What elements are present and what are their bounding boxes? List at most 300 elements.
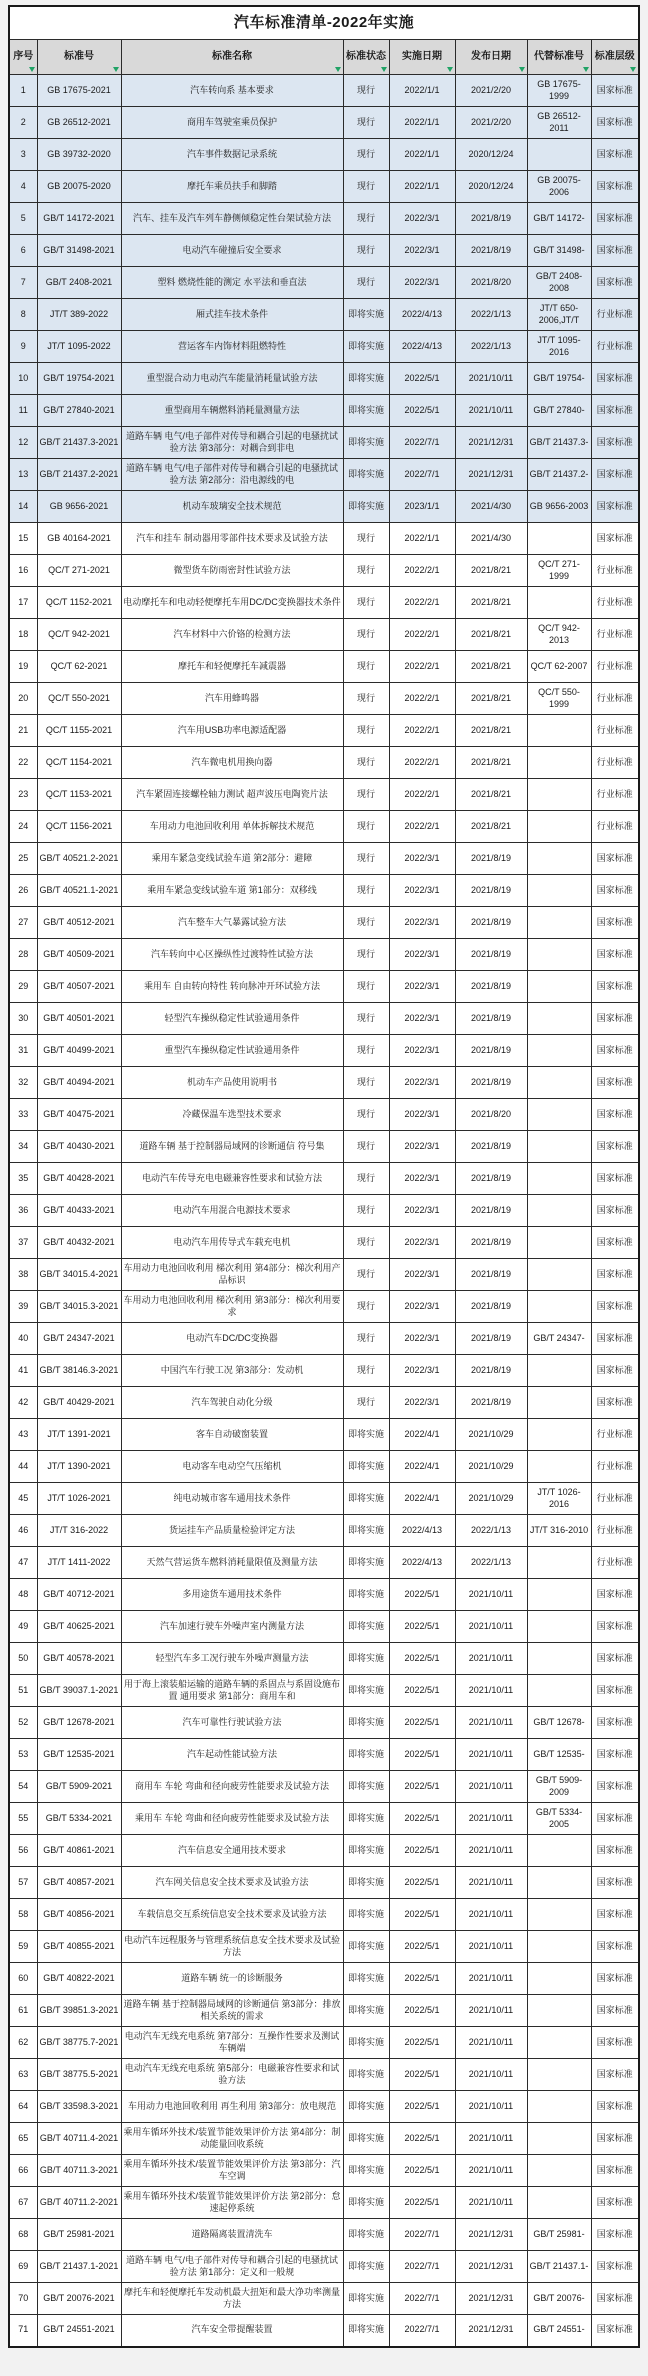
table-row [9,2283,639,2315]
column-header-label: 标准名称 [212,51,252,63]
cell-status: 现行 [343,875,389,907]
cell-standard-name: 电动汽车用传导式车载充电机 [121,1227,343,1259]
cell-replaced-standard [527,1451,591,1483]
cell-implementation-date: 2022/5/1 [389,1931,455,1963]
cell-replaced-standard [527,779,591,811]
cell-implementation-date: 2022/7/1 [389,2315,455,2347]
table-row [9,907,639,939]
cell-publish-date: 2021/10/11 [455,1611,527,1643]
cell-status: 现行 [343,203,389,235]
cell-implementation-date: 2022/3/1 [389,1067,455,1099]
cell-standard-number: GB/T 40857-2021 [37,1867,121,1899]
cell-standard-name: 重型汽车操纵稳定性试验通用条件 [121,1035,343,1067]
cell-implementation-date: 2022/3/1 [389,203,455,235]
cell-standard-name: 乘用车循环外技术/装置节能效果评价方法 第2部分：怠速起停系统 [121,2187,343,2219]
table-row [9,651,639,683]
column-header-label: 代替标准号 [534,51,584,63]
cell-publish-date: 2021/10/11 [455,1675,527,1707]
cell-standard-number: JT/T 1411-2022 [37,1547,121,1579]
cell-replaced-standard [527,523,591,555]
table-row [9,1003,639,1035]
cell-status: 即将实施 [343,2219,389,2251]
cell-publish-date: 2021/10/11 [455,2155,527,2187]
cell-publish-date: 2021/8/19 [455,1163,527,1195]
cell-standard-number: GB/T 40512-2021 [37,907,121,939]
cell-status: 现行 [343,1003,389,1035]
cell-status: 现行 [343,1259,389,1291]
cell-index: 10 [9,363,37,395]
filter-dropdown-icon[interactable] [583,67,589,72]
cell-implementation-date: 2022/5/1 [389,2027,455,2059]
cell-publish-date: 2021/10/11 [455,1579,527,1611]
cell-status: 即将实施 [343,1675,389,1707]
cell-status: 现行 [343,235,389,267]
table-row [9,811,639,843]
table-row [9,395,639,427]
cell-index: 67 [9,2187,37,2219]
cell-standard-level: 行业标准 [591,555,639,587]
cell-index: 1 [9,75,37,107]
cell-implementation-date: 2022/3/1 [389,971,455,1003]
table-row [9,107,639,139]
cell-standard-level: 国家标准 [591,2219,639,2251]
cell-replaced-standard [527,1995,591,2027]
cell-standard-level: 国家标准 [591,1035,639,1067]
cell-replaced-standard [527,1355,591,1387]
table-row [9,779,639,811]
column-header-standard-name [121,40,343,75]
cell-replaced-standard: GB 17675-1999 [527,75,591,107]
cell-index: 7 [9,267,37,299]
cell-status: 即将实施 [343,1515,389,1547]
cell-standard-name: 汽车紧固连接螺栓轴力测试 超声波压电陶瓷片法 [121,779,343,811]
table-row [9,363,639,395]
cell-status: 即将实施 [343,1611,389,1643]
cell-publish-date: 2021/8/19 [455,1131,527,1163]
cell-standard-number: GB/T 40578-2021 [37,1643,121,1675]
column-header-standard-level [591,40,639,75]
cell-index: 37 [9,1227,37,1259]
cell-status: 即将实施 [343,1707,389,1739]
cell-standard-level: 国家标准 [591,1579,639,1611]
cell-publish-date: 2021/10/11 [455,2027,527,2059]
cell-index: 34 [9,1131,37,1163]
cell-standard-level: 国家标准 [591,427,639,459]
cell-standard-number: GB/T 27840-2021 [37,395,121,427]
cell-status: 即将实施 [343,2251,389,2283]
cell-standard-name: 商用车驾驶室乘员保护 [121,107,343,139]
cell-standard-name: 乘用车循环外技术/装置节能效果评价方法 第4部分：制动能量回收系统 [121,2123,343,2155]
cell-standard-number: GB/T 5334-2021 [37,1803,121,1835]
cell-standard-number: GB/T 40856-2021 [37,1899,121,1931]
cell-publish-date: 2021/8/21 [455,651,527,683]
cell-index: 2 [9,107,37,139]
cell-index: 38 [9,1259,37,1291]
cell-standard-name: 汽车材料中六价铬的检测方法 [121,619,343,651]
cell-index: 36 [9,1195,37,1227]
cell-standard-level: 国家标准 [591,139,639,171]
cell-publish-date: 2021/8/19 [455,843,527,875]
cell-standard-number: GB/T 21437.2-2021 [37,459,121,491]
cell-standard-level: 国家标准 [591,2155,639,2187]
cell-index: 61 [9,1995,37,2027]
cell-status: 即将实施 [343,1771,389,1803]
cell-index: 6 [9,235,37,267]
cell-standard-number: GB/T 39851.3-2021 [37,1995,121,2027]
filter-dropdown-icon[interactable] [29,67,35,72]
cell-standard-number: QC/T 271-2021 [37,555,121,587]
filter-dropdown-icon[interactable] [519,67,525,72]
column-header-replaced-standard [527,40,591,75]
cell-implementation-date: 2022/5/1 [389,1803,455,1835]
cell-replaced-standard: JT/T 316-2010 [527,1515,591,1547]
cell-standard-level: 国家标准 [591,1291,639,1323]
cell-standard-level: 国家标准 [591,1771,639,1803]
cell-standard-level: 国家标准 [591,1739,639,1771]
cell-implementation-date: 2022/4/13 [389,1547,455,1579]
cell-publish-date: 2021/4/30 [455,523,527,555]
cell-index: 62 [9,2027,37,2059]
cell-replaced-standard: JT/T 1026-2016 [527,1483,591,1515]
cell-replaced-standard [527,1227,591,1259]
cell-replaced-standard [527,1899,591,1931]
cell-replaced-standard: GB/T 21437.2- [527,459,591,491]
cell-standard-level: 行业标准 [591,811,639,843]
cell-standard-number: QC/T 1152-2021 [37,587,121,619]
cell-publish-date: 2021/2/20 [455,75,527,107]
cell-implementation-date: 2022/5/1 [389,1835,455,1867]
cell-implementation-date: 2022/4/13 [389,299,455,331]
table-row [9,491,639,523]
cell-implementation-date: 2022/4/1 [389,1419,455,1451]
cell-standard-level: 国家标准 [591,907,639,939]
table-row [9,139,639,171]
cell-standard-level: 国家标准 [591,1387,639,1419]
filter-dropdown-icon[interactable] [630,67,636,72]
column-header-standard-number [37,40,121,75]
cell-standard-level: 国家标准 [591,2027,639,2059]
cell-standard-level: 国家标准 [591,843,639,875]
cell-implementation-date: 2022/4/13 [389,1515,455,1547]
cell-replaced-standard: GB/T 21437.1- [527,2251,591,2283]
cell-standard-number: GB/T 40433-2021 [37,1195,121,1227]
cell-publish-date: 2021/8/19 [455,1323,527,1355]
cell-standard-name: 电动汽车碰撞后安全要求 [121,235,343,267]
column-header-label: 实施日期 [402,51,442,63]
cell-publish-date: 2021/10/29 [455,1483,527,1515]
table-row [9,1291,639,1323]
table-row [9,171,639,203]
cell-status: 即将实施 [343,2155,389,2187]
cell-standard-name: 乘用车 车轮 弯曲和径向疲劳性能要求及试验方法 [121,1803,343,1835]
cell-publish-date: 2021/12/31 [455,2315,527,2347]
cell-index: 44 [9,1451,37,1483]
cell-replaced-standard: QC/T 271-1999 [527,555,591,587]
cell-status: 即将实施 [343,1643,389,1675]
cell-standard-level: 国家标准 [591,2059,639,2091]
cell-replaced-standard: GB/T 20076- [527,2283,591,2315]
cell-status: 现行 [343,267,389,299]
table-row [9,1899,639,1931]
cell-publish-date: 2021/8/19 [455,235,527,267]
table-row [9,1323,639,1355]
cell-standard-level: 国家标准 [591,1803,639,1835]
cell-index: 52 [9,1707,37,1739]
cell-publish-date: 2021/8/21 [455,619,527,651]
cell-standard-number: QC/T 1154-2021 [37,747,121,779]
cell-standard-level: 国家标准 [591,971,639,1003]
filter-dropdown-icon[interactable] [113,67,119,72]
cell-standard-name: 塑料 燃烧性能的测定 水平法和垂直法 [121,267,343,299]
cell-implementation-date: 2022/2/1 [389,555,455,587]
cell-index: 63 [9,2059,37,2091]
table-row [9,2251,639,2283]
cell-publish-date: 2021/10/11 [455,363,527,395]
cell-implementation-date: 2022/2/1 [389,651,455,683]
cell-standard-number: GB/T 40855-2021 [37,1931,121,1963]
cell-status: 现行 [343,619,389,651]
cell-publish-date: 2022/1/13 [455,1515,527,1547]
cell-publish-date: 2021/8/19 [455,1259,527,1291]
cell-standard-number: GB/T 2408-2021 [37,267,121,299]
cell-status: 即将实施 [343,1963,389,1995]
cell-implementation-date: 2022/3/1 [389,1387,455,1419]
cell-replaced-standard [527,1579,591,1611]
cell-implementation-date: 2022/2/1 [389,811,455,843]
cell-replaced-standard [527,1835,591,1867]
table-row [9,1867,639,1899]
cell-publish-date: 2021/10/11 [455,1899,527,1931]
cell-implementation-date: 2022/3/1 [389,1355,455,1387]
cell-standard-name: 摩托车和轻便摩托车发动机最大扭矩和最大净功率测量方法 [121,2283,343,2315]
cell-standard-level: 国家标准 [591,2091,639,2123]
cell-replaced-standard [527,1259,591,1291]
cell-status: 现行 [343,907,389,939]
cell-standard-level: 国家标准 [591,1707,639,1739]
cell-standard-number: GB 20075-2020 [37,171,121,203]
cell-replaced-standard [527,971,591,1003]
table-row [9,1451,639,1483]
cell-standard-name: 多用途货车通用技术条件 [121,1579,343,1611]
cell-implementation-date: 2022/1/1 [389,107,455,139]
cell-publish-date: 2021/12/31 [455,2251,527,2283]
cell-standard-level: 国家标准 [591,1963,639,1995]
cell-status: 即将实施 [343,2187,389,2219]
cell-standard-number: GB/T 34015.3-2021 [37,1291,121,1323]
cell-standard-name: 道路车辆 基于控制器局域网的诊断通信 第3部分：排放相关系统的需求 [121,1995,343,2027]
cell-standard-level: 行业标准 [591,1419,639,1451]
cell-index: 40 [9,1323,37,1355]
cell-standard-level: 行业标准 [591,1515,639,1547]
filter-dropdown-icon[interactable] [335,67,341,72]
cell-replaced-standard [527,1067,591,1099]
cell-standard-name: 冷藏保温车选型技术要求 [121,1099,343,1131]
cell-index: 41 [9,1355,37,1387]
table-row [9,2315,639,2347]
cell-replaced-standard [527,1163,591,1195]
cell-standard-name: 客车自动破窗装置 [121,1419,343,1451]
cell-replaced-standard: QC/T 550-1999 [527,683,591,715]
cell-standard-name: 电动汽车传导充电电磁兼容性要求和试验方法 [121,1163,343,1195]
cell-publish-date: 2021/8/19 [455,875,527,907]
cell-status: 即将实施 [343,2091,389,2123]
cell-standard-name: 微型货车防雨密封性试验方法 [121,555,343,587]
cell-publish-date: 2021/10/11 [455,1707,527,1739]
cell-index: 71 [9,2315,37,2347]
cell-standard-level: 国家标准 [591,459,639,491]
table-row [9,203,639,235]
cell-publish-date: 2021/10/11 [455,1867,527,1899]
cell-standard-level: 国家标准 [591,1323,639,1355]
table-row [9,747,639,779]
cell-standard-name: 乘用车紧急变线试验车道 第2部分：避障 [121,843,343,875]
cell-publish-date: 2022/1/13 [455,1547,527,1579]
cell-replaced-standard: QC/T 942-2013 [527,619,591,651]
table-row [9,843,639,875]
table-row [9,1227,639,1259]
cell-standard-level: 国家标准 [591,1067,639,1099]
cell-status: 即将实施 [343,491,389,523]
column-header-label: 标准状态 [346,51,386,63]
cell-standard-level: 国家标准 [591,1131,639,1163]
cell-standard-level: 国家标准 [591,171,639,203]
cell-replaced-standard [527,139,591,171]
cell-status: 现行 [343,747,389,779]
cell-standard-number: GB/T 20076-2021 [37,2283,121,2315]
cell-standard-level: 国家标准 [591,2187,639,2219]
cell-publish-date: 2021/8/21 [455,715,527,747]
cell-implementation-date: 2022/3/1 [389,1131,455,1163]
cell-index: 8 [9,299,37,331]
cell-implementation-date: 2022/3/1 [389,1259,455,1291]
table-row [9,235,639,267]
cell-implementation-date: 2022/2/1 [389,587,455,619]
cell-replaced-standard: GB/T 5334-2005 [527,1803,591,1835]
cell-publish-date: 2021/8/21 [455,683,527,715]
cell-replaced-standard: GB/T 19754- [527,363,591,395]
cell-replaced-standard [527,1195,591,1227]
table-row [9,1483,639,1515]
cell-standard-number: QC/T 62-2021 [37,651,121,683]
table-row [9,1771,639,1803]
cell-index: 57 [9,1867,37,1899]
cell-replaced-standard: GB/T 24347- [527,1323,591,1355]
cell-index: 60 [9,1963,37,1995]
cell-status: 现行 [343,971,389,1003]
cell-index: 30 [9,1003,37,1035]
table-row [9,2219,639,2251]
cell-standard-number: JT/T 1391-2021 [37,1419,121,1451]
cell-standard-name: 汽车网关信息安全技术要求及试验方法 [121,1867,343,1899]
table-row [9,683,639,715]
cell-standard-name: 营运客车内饰材料阻燃特性 [121,331,343,363]
cell-standard-number: QC/T 550-2021 [37,683,121,715]
cell-status: 现行 [343,1355,389,1387]
cell-standard-level: 行业标准 [591,299,639,331]
cell-implementation-date: 2022/5/1 [389,1675,455,1707]
cell-index: 11 [9,395,37,427]
filter-dropdown-icon[interactable] [447,67,453,72]
cell-standard-name: 汽车事件数据记录系统 [121,139,343,171]
cell-index: 19 [9,651,37,683]
cell-standard-name: 汽车、挂车及汽车列车静侧倾稳定性台架试验方法 [121,203,343,235]
cell-publish-date: 2021/10/11 [455,1803,527,1835]
cell-publish-date: 2021/12/31 [455,427,527,459]
cell-replaced-standard [527,1675,591,1707]
cell-standard-name: 货运挂车产品质量检验评定方法 [121,1515,343,1547]
cell-standard-level: 行业标准 [591,683,639,715]
cell-implementation-date: 2022/7/1 [389,2251,455,2283]
cell-replaced-standard [527,587,591,619]
cell-standard-level: 国家标准 [591,2283,639,2315]
cell-implementation-date: 2022/3/1 [389,1163,455,1195]
cell-replaced-standard [527,2027,591,2059]
cell-implementation-date: 2022/5/1 [389,1995,455,2027]
cell-standard-name: 汽车安全带提醒装置 [121,2315,343,2347]
cell-standard-number: GB/T 24551-2021 [37,2315,121,2347]
cell-standard-number: GB/T 31498-2021 [37,235,121,267]
cell-standard-number: GB/T 21437.1-2021 [37,2251,121,2283]
cell-publish-date: 2021/10/11 [455,2091,527,2123]
table-row [9,587,639,619]
cell-standard-level: 行业标准 [591,651,639,683]
cell-replaced-standard: GB/T 21437.3- [527,427,591,459]
cell-implementation-date: 2022/4/1 [389,1483,455,1515]
cell-index: 45 [9,1483,37,1515]
cell-status: 现行 [343,779,389,811]
title-row [9,6,639,40]
cell-status: 现行 [343,1067,389,1099]
cell-standard-level: 国家标准 [591,875,639,907]
column-header-label: 标准号 [64,51,94,63]
cell-standard-number: GB 9656-2021 [37,491,121,523]
table-row [9,1803,639,1835]
cell-standard-name: 中国汽车行驶工况 第3部分：发动机 [121,1355,343,1387]
cell-standard-name: 乘用车紧急变线试验车道 第1部分：双移线 [121,875,343,907]
cell-standard-number: GB/T 38775.5-2021 [37,2059,121,2091]
cell-replaced-standard [527,747,591,779]
cell-standard-number: GB/T 14172-2021 [37,203,121,235]
cell-standard-name: 道路车辆 统一的诊断服务 [121,1963,343,1995]
cell-standard-level: 行业标准 [591,715,639,747]
cell-replaced-standard: GB 20075-2006 [527,171,591,203]
cell-status: 即将实施 [343,1419,389,1451]
cell-standard-level: 国家标准 [591,1163,639,1195]
cell-replaced-standard: GB/T 25981- [527,2219,591,2251]
cell-standard-level: 国家标准 [591,1995,639,2027]
cell-standard-number: GB/T 34015.4-2021 [37,1259,121,1291]
filter-dropdown-icon[interactable] [381,67,387,72]
cell-standard-name: 车用动力电池回收利用 再生利用 第3部分：放电规范 [121,2091,343,2123]
cell-publish-date: 2021/8/19 [455,203,527,235]
cell-standard-level: 国家标准 [591,267,639,299]
cell-implementation-date: 2022/3/1 [389,1227,455,1259]
column-header-label: 标准层级 [594,51,635,63]
cell-status: 现行 [343,139,389,171]
table-row [9,2091,639,2123]
cell-standard-level: 国家标准 [591,2251,639,2283]
cell-standard-number: GB/T 40625-2021 [37,1611,121,1643]
cell-standard-level: 行业标准 [591,1451,639,1483]
cell-status: 即将实施 [343,363,389,395]
cell-standard-level: 国家标准 [591,2123,639,2155]
cell-status: 即将实施 [343,2027,389,2059]
cell-replaced-standard [527,907,591,939]
cell-implementation-date: 2022/4/1 [389,1451,455,1483]
cell-replaced-standard: GB 9656-2003 [527,491,591,523]
cell-status: 现行 [343,171,389,203]
cell-implementation-date: 2022/4/13 [389,331,455,363]
